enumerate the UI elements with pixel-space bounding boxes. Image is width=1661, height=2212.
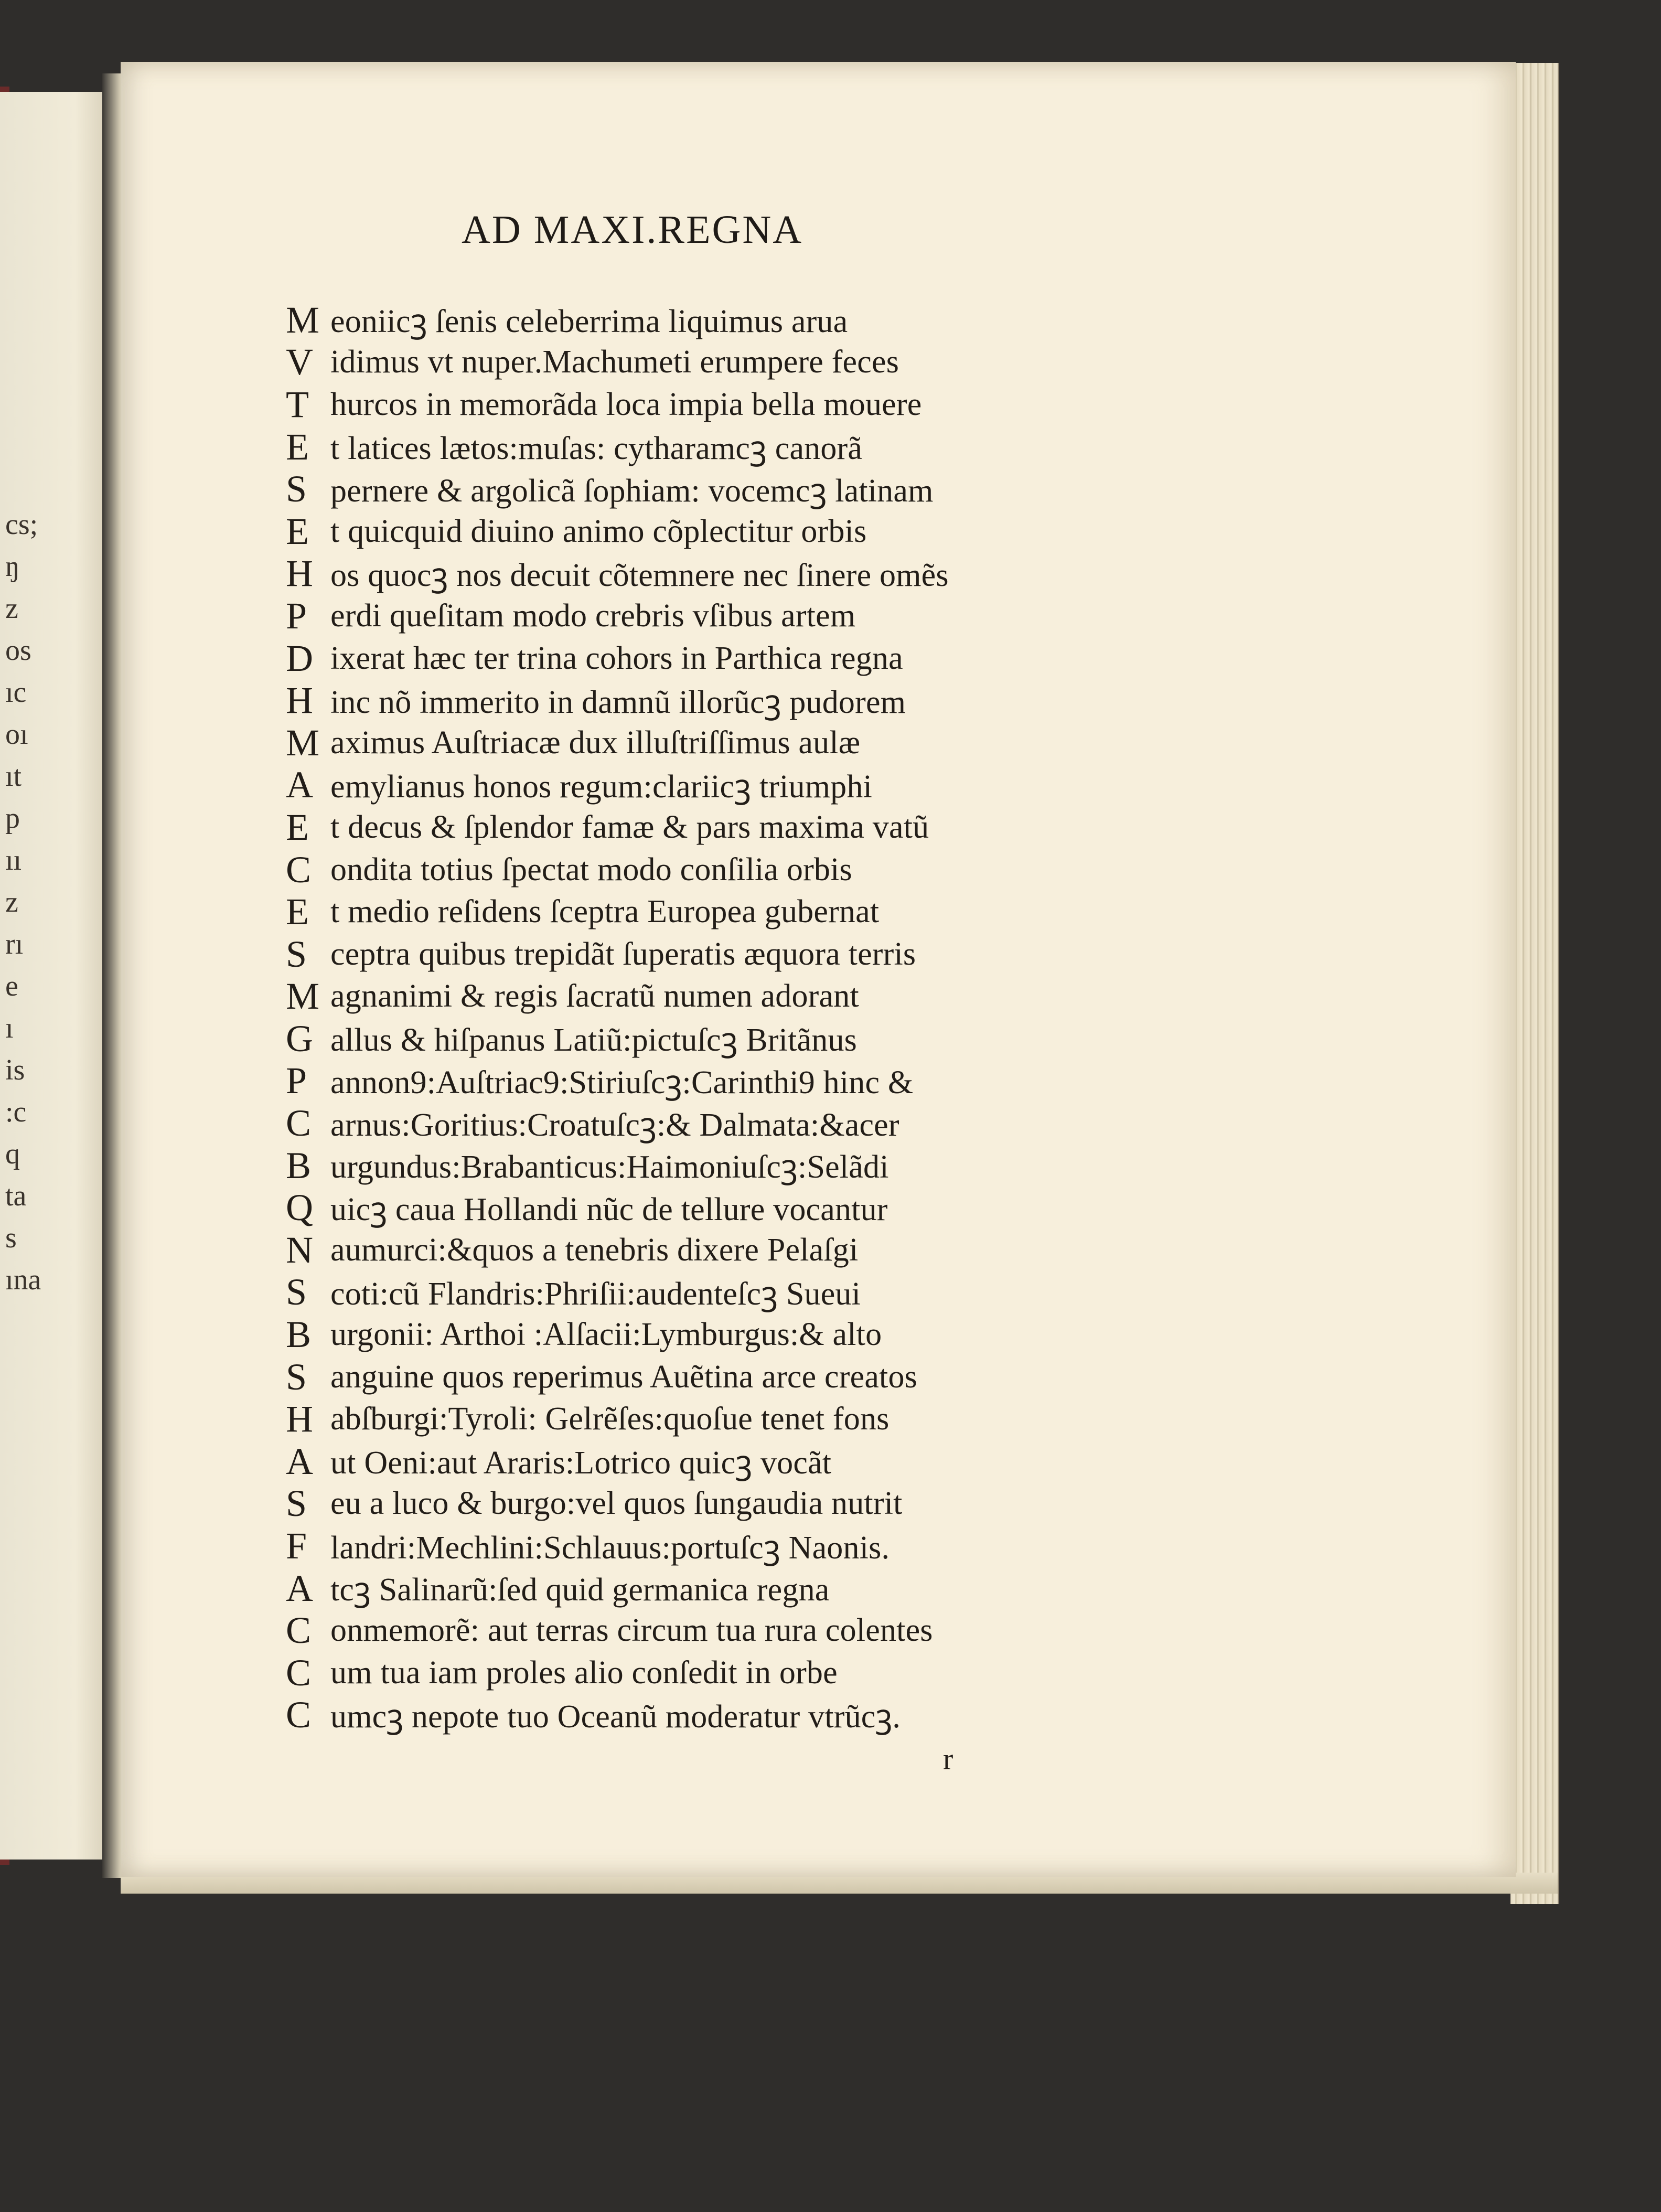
verse-initial: C xyxy=(286,848,312,891)
left-fragment: ŋ xyxy=(5,550,20,583)
left-fragment: q xyxy=(5,1138,20,1170)
left-fragment: ına xyxy=(5,1264,41,1296)
verse-initial: G xyxy=(286,1017,313,1060)
verse-line xyxy=(286,1525,1440,1567)
verse-line xyxy=(286,1356,1440,1398)
verse-initial: B xyxy=(286,1313,312,1356)
page-edges xyxy=(1510,63,1559,1904)
verse-text: agnanimi & regis ſacratũ numen adorant xyxy=(330,978,859,1014)
verse-initial: B xyxy=(286,1144,312,1187)
verse-line xyxy=(286,468,1440,510)
verse-initial: H xyxy=(286,552,313,595)
left-fragment: z xyxy=(5,886,18,918)
verse-line xyxy=(286,1609,1440,1652)
left-fragment: ıc xyxy=(5,676,27,709)
verse-text: eoniicꝫ ſenis celeberrima liquimus arua xyxy=(330,304,848,340)
left-page-text-fragments xyxy=(5,504,52,1511)
verse-line xyxy=(286,976,1440,1018)
verse-line xyxy=(286,891,1440,933)
left-fragment: ıt xyxy=(5,760,22,793)
verse-initial: M xyxy=(286,298,320,341)
left-fragment xyxy=(5,1427,52,1469)
verse-text: um tua iam proles alio conſedit in orbe xyxy=(330,1654,838,1691)
verse-initial: C xyxy=(286,1651,312,1694)
left-fragment: z xyxy=(5,592,18,625)
verse-line xyxy=(286,1483,1440,1525)
verse-line xyxy=(286,341,1440,384)
verse-initial: P xyxy=(286,594,307,637)
verse-initial: T xyxy=(286,383,309,425)
verse-line xyxy=(286,764,1440,807)
verse-text: inc nõ immerito in damnũ illorũcꝫ pudorem xyxy=(330,684,906,720)
verse-line xyxy=(286,1313,1440,1356)
verse-initial: A xyxy=(286,764,313,806)
left-fragment: is xyxy=(5,1054,25,1086)
verse-line xyxy=(286,1271,1440,1314)
verse-line xyxy=(286,1102,1440,1145)
verse-text: landri:Mechlini:Schlauus:portuſcꝫ Naonis. xyxy=(330,1530,890,1566)
verse-text: ceptra quibus trepidãt ſuperatis æquora terris xyxy=(330,936,916,972)
verse-initial: E xyxy=(286,510,309,552)
left-fragment xyxy=(5,1469,52,1511)
verse-initial: A xyxy=(286,1440,313,1482)
verse-text: t quicquid diuino animo cõplectitur orbis xyxy=(330,513,867,549)
verse-line xyxy=(286,1018,1440,1060)
verse-line xyxy=(286,1187,1440,1229)
verse-initial: F xyxy=(286,1525,307,1567)
verse-text: tcꝫ Salinarũ:ſed quid germanica regna xyxy=(330,1572,830,1608)
verse-initial: N xyxy=(286,1228,313,1271)
verse-text: ixerat hæc ter trina cohors in Parthica regna xyxy=(330,640,903,676)
verse-line xyxy=(286,1145,1440,1187)
left-fragment: :c xyxy=(5,1096,27,1128)
verse-line xyxy=(286,426,1440,468)
running-head: AD MAXI.REGNA xyxy=(462,208,803,252)
verse-text: anguine quos reperimus Auẽtina arce creatos xyxy=(330,1359,917,1395)
verse-text: erdi queſitam modo crebris vſibus artem xyxy=(330,597,856,634)
verse-text: ondita totius ſpectat modo conſilia orbis xyxy=(330,851,852,888)
verse-line xyxy=(286,679,1440,722)
verse-initial: D xyxy=(286,637,313,679)
verse-line xyxy=(286,299,1440,341)
verse-text: allus & hiſpanus Latiũ:pictuſcꝫ Britãnus xyxy=(330,1022,857,1059)
verse-text: t latices lætos:muſas: cytharamcꝫ canorã xyxy=(330,431,863,467)
left-fragment: p xyxy=(5,802,20,835)
verse-text: coti:cũ Flandris:Phriſii:audenteſcꝫ Sueui xyxy=(330,1276,861,1312)
verse-initial: M xyxy=(286,721,320,764)
verse-text: abſburgi:Tyroli: Gelrẽſes:quoſue tenet fons xyxy=(330,1401,890,1437)
verse-line xyxy=(286,1652,1440,1694)
verse-line xyxy=(286,1567,1440,1610)
verse-line xyxy=(286,849,1440,891)
verse-initial: C xyxy=(286,1694,312,1736)
verse-text: aumurci:&quos a tenebris dixere Pelaſgi xyxy=(330,1232,859,1268)
verse-text: t medio reſidens ſceptra Europea gubernat xyxy=(330,894,880,930)
left-fragment xyxy=(5,1385,52,1427)
verse-initial: P xyxy=(286,1060,307,1102)
left-fragment: ta xyxy=(5,1180,27,1212)
verse-text: urgonii: Arthoi :Alſacii:Lymburgus:& alto xyxy=(330,1317,882,1353)
left-fragment: oı xyxy=(5,718,28,751)
verse-line xyxy=(286,1694,1440,1737)
left-fragment: ı xyxy=(5,1012,14,1044)
verse-initial: H xyxy=(286,679,313,722)
left-fragment: s xyxy=(5,1222,17,1254)
left-fragment: rı xyxy=(5,928,24,960)
verse-text: annon9:Auſtriac9:Stiriuſcꝫ:Carinthi9 hinc & xyxy=(330,1064,914,1100)
verse-initial: A xyxy=(286,1567,313,1609)
verse-line xyxy=(286,595,1440,637)
left-fragment: cs; xyxy=(5,508,38,541)
verse-text: arnus:Goritius:Croatuſcꝫ:& Dalmata:&acer xyxy=(330,1107,899,1143)
verse-text: pernere & argolicã ſophiam: vocemcꝫ latinam xyxy=(330,473,934,509)
verse-initial: V xyxy=(286,341,313,383)
verse-text: onmemorẽ: aut terras circum tua rura colentes xyxy=(330,1612,933,1649)
verse-initial: S xyxy=(286,468,307,510)
left-fragment xyxy=(5,1343,52,1385)
left-fragment: ıı xyxy=(5,844,22,877)
verse-line xyxy=(286,722,1440,764)
verse-initial: E xyxy=(286,891,309,933)
left-fragment xyxy=(5,1301,52,1343)
verse-line xyxy=(286,933,1440,976)
verse-line xyxy=(286,510,1440,553)
verse-text: eu a luco & burgo:vel quos ſungaudia nutrit xyxy=(330,1486,903,1522)
verse-line xyxy=(286,383,1440,426)
verse-line xyxy=(286,1398,1440,1440)
verse-initial: S xyxy=(286,1482,307,1525)
verse-initial: S xyxy=(286,1271,307,1313)
verse-line xyxy=(286,553,1440,595)
verse-initial: S xyxy=(286,933,307,975)
verse-text: umcꝫ nepote tuo Oceanũ moderatur vtrũcꝫ. xyxy=(330,1698,901,1735)
verse-text: t decus & ſplendor famæ & pars maxima vatũ xyxy=(330,809,929,845)
verse-line xyxy=(286,806,1440,849)
verse-initial: M xyxy=(286,975,320,1018)
verse-text: uicꝫ caua Hollandi nũc de tellure vocantur xyxy=(330,1191,888,1227)
verse-text: idimus vt nuper.Machumeti erumpere feces xyxy=(330,344,899,380)
verse-initial: Q xyxy=(286,1187,313,1229)
verse-line xyxy=(286,637,1440,680)
verse-line xyxy=(286,1229,1440,1271)
signature-mark: r xyxy=(943,1742,953,1776)
verse-line xyxy=(286,1060,1440,1103)
verse-initial: E xyxy=(286,806,309,848)
verse-initial: H xyxy=(286,1398,313,1440)
verse-initial: C xyxy=(286,1609,312,1652)
verse-text: os quocꝫ nos decuit cõtemnere nec ſinere omẽs xyxy=(330,557,949,593)
left-fragment: e xyxy=(5,970,18,1002)
verse-text: ut Oeni:aut Araris:Lotrico quicꝫ vocãt xyxy=(330,1445,832,1481)
verse-text: aximus Auſtriacæ dux illuſtriſſimus aulæ xyxy=(330,724,861,761)
verse-line xyxy=(286,1440,1440,1483)
verse-initial: C xyxy=(286,1102,312,1145)
verse-text: emylianus honos regum:clariicꝫ triumphi xyxy=(330,768,872,805)
verse-text: urgundus:Brabanticus:Haimoniuſcꝫ:Selãdi xyxy=(330,1149,889,1185)
left-fragment: os xyxy=(5,634,31,667)
verse-block xyxy=(286,299,1440,1736)
verse-initial: S xyxy=(286,1355,307,1398)
verse-initial: E xyxy=(286,425,309,468)
verse-text: hurcos in memorãda loca impia bella mouere xyxy=(330,386,922,422)
